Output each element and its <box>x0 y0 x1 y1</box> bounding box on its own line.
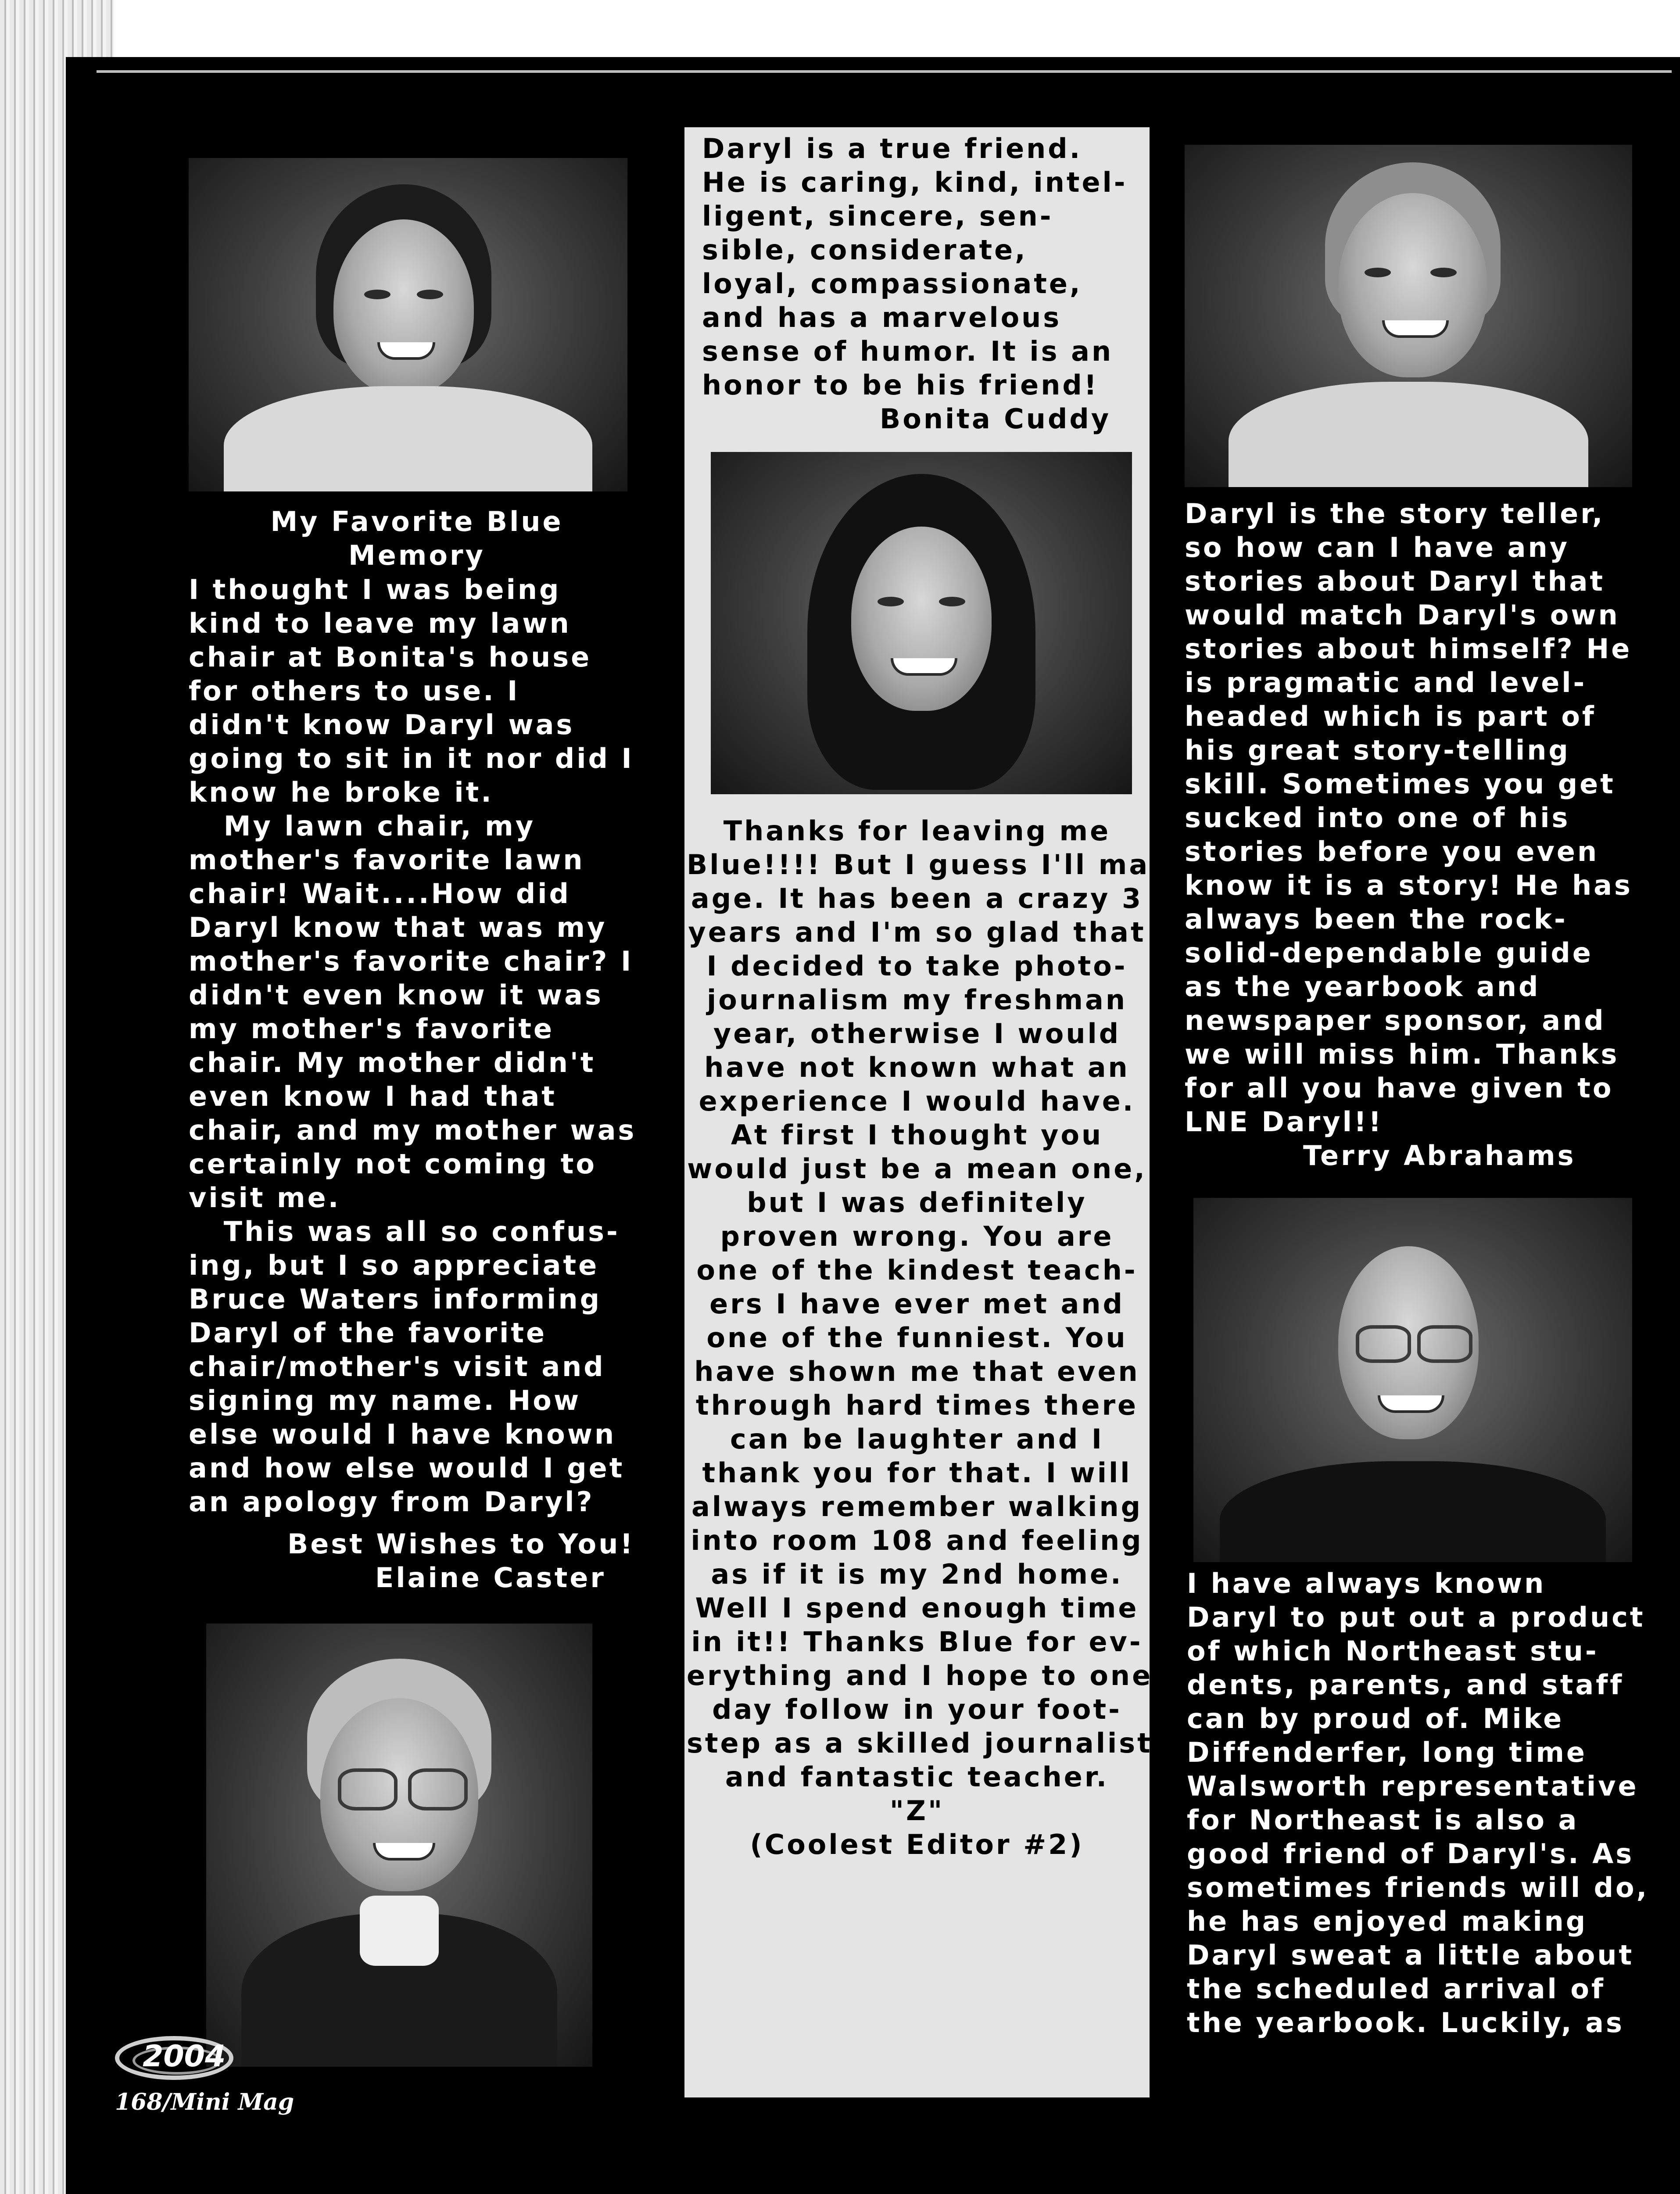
face <box>1338 193 1487 377</box>
z-signature-note: (Coolest Editor #2) <box>750 1828 1084 1861</box>
z-tribute-text: Thanks for leaving me Blue!!!! But I guess I'll man- age. It has been a crazy 3 years and I'm so glad that I decided to take photo- journalism my freshman year, otherwise I would have not known what an experience I would have. At first I thought you would just be a mean one, but I was definitely proven wrong. You are one of the kindest teach- ers I have ever met and one of the funniest. You have shown me that even through hard times there can be laughter and I thank you for that. I will always remember walking into room 108 and feeling as if it is my 2nd home. Well I spend enough time in it!! Thanks Blue for ev- erything and I hope to one day follow in your foot- step as a skilled journalist and fantastic teacher. <box>687 815 1185 1793</box>
portrait-photo-older-woman <box>206 1624 592 2067</box>
smile <box>373 1843 435 1861</box>
portrait-photo-man <box>1193 1198 1632 1562</box>
top-rule <box>97 70 1672 73</box>
smile <box>1382 320 1449 338</box>
terry-signature: Terry Abrahams <box>1303 1140 1576 1172</box>
memory-body-text: I thought I was being kind to leave my lawn chair at Bonita's house for others to use. I didn't know Daryl was going to sit in it nor did I know he broke it. My lawn chair, my mother's favorite lawn chair! Wait....How did Daryl know that was my mother's favorite chair? I didn't even know it was my mother's favorite chair. My mother didn't even know I had that chair, and my mother was certainly not coming to visit me. This was all so confus- ing, but I so appreciate Bruce Waters informing Daryl of the favorite chair/mother's visit and signing my name. How else would I have known and how else would I get an apology from Daryl? <box>189 574 637 1518</box>
portrait-photo-student <box>711 452 1132 794</box>
portrait-photo-elaine <box>189 158 627 491</box>
eye <box>939 597 965 606</box>
eye <box>878 597 904 606</box>
terry-tribute-text: Daryl is the story teller, so how can I have any stories about Daryl that would match Daryl's own stories about himself? He is pragmatic and level- headed which is part of his great story-telling skill. Sometimes you get sucked into one of his stories before you even know it is a story! He has always been the rock- solid-dependable guide as the yearbook and newspaper sponsor, and we will miss him. Thanks for all you have given to LNE Daryl!! <box>1185 498 1633 1138</box>
bonita-tribute-text: Daryl is a true friend. He is caring, kind, intel- ligent, sincere, sen- sible, considerate, loyal, compassionate, and has a marvelous sense of humor. It is an honor to be his friend! <box>702 133 1128 401</box>
eye <box>417 290 443 299</box>
z-signature: "Z" <box>889 1795 945 1827</box>
eye <box>1430 268 1457 277</box>
eyeglasses <box>1417 1325 1472 1363</box>
smile <box>891 658 957 676</box>
page-number-label: 168/Mini Mag <box>115 2089 294 2115</box>
yearbook-year: 2004 <box>143 2039 226 2074</box>
eyeglasses <box>1356 1325 1411 1363</box>
memory-heading: My Favorite Blue Memory <box>270 505 563 571</box>
face <box>851 527 992 711</box>
torso <box>1229 382 1588 487</box>
portrait-photo-terry <box>1185 145 1632 487</box>
eye <box>364 290 390 299</box>
turtleneck <box>360 1896 439 1966</box>
torso <box>1220 1461 1606 1562</box>
eye <box>1365 268 1391 277</box>
eyeglasses <box>408 1768 468 1810</box>
memory-signature: Elaine Caster <box>375 1562 606 1594</box>
memory-closing: Best Wishes to You! <box>287 1528 635 1560</box>
walsworth-tribute-text: I have always known Daryl to put out a product of which Northeast stu- dents, parents, and staff can by proud of. Mike Diffenderfer, long time Walsworth representative for Northeast is also a good friend of Daryl's. As sometimes friends will do, he has enjoyed making Daryl sweat a little about the scheduled arrival of the yearbook. Luckily, as <box>1187 1567 1649 2039</box>
face <box>333 219 474 395</box>
smile <box>1378 1395 1444 1413</box>
eyeglasses <box>338 1768 398 1810</box>
bonita-signature: Bonita Cuddy <box>880 403 1111 435</box>
smile <box>377 342 435 360</box>
torso <box>224 386 592 491</box>
